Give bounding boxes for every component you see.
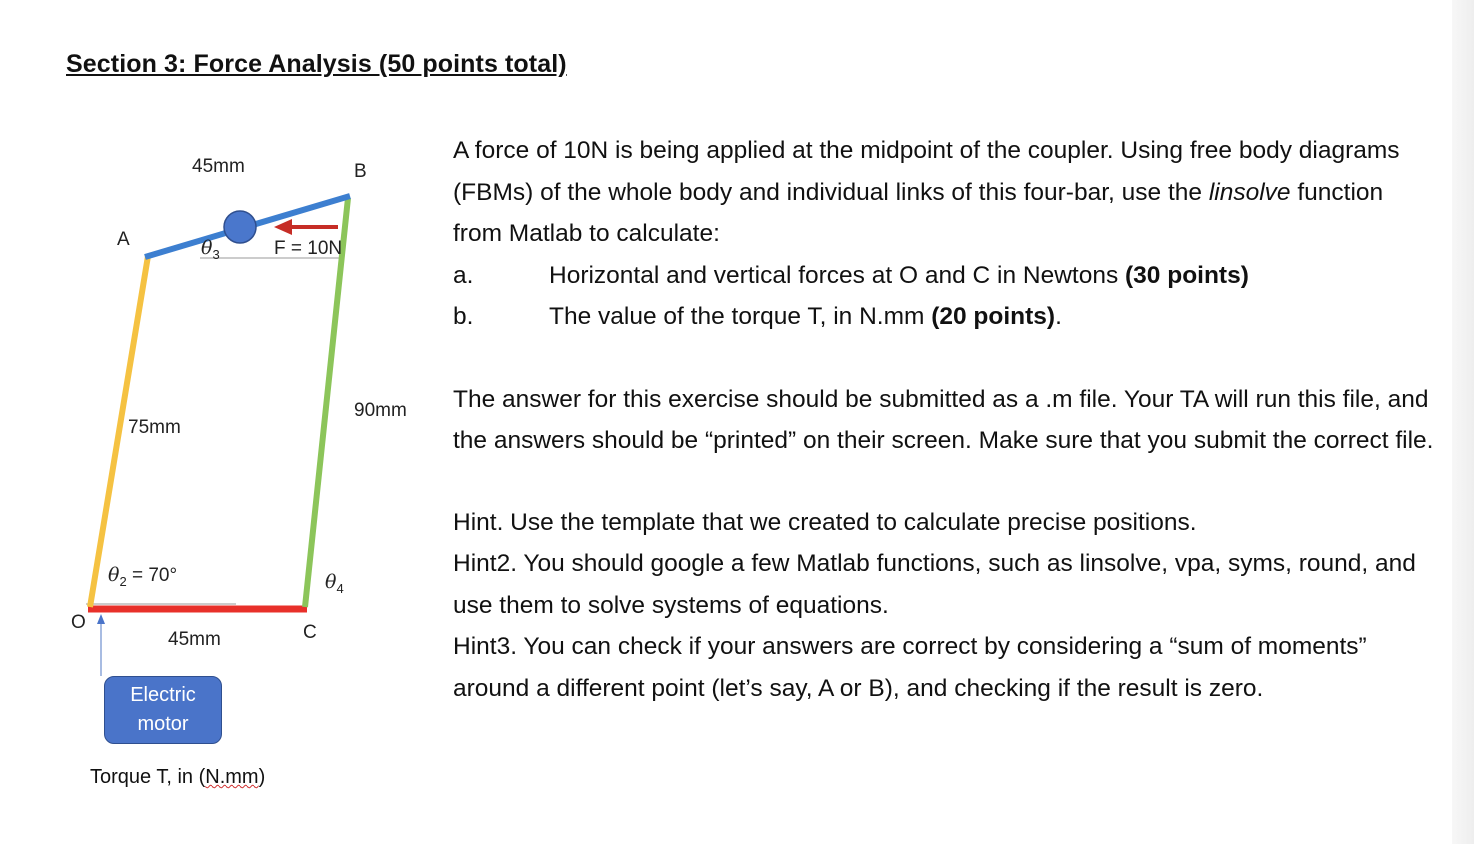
point-b-label: B — [354, 161, 367, 182]
motor-shaft-arrowhead — [97, 614, 105, 624]
list-marker: a. — [453, 261, 474, 289]
motor-label-line1: Electric — [130, 684, 196, 706]
problem-text — [453, 130, 1438, 709]
theta2-label: $\theta_2 = 70^\circ$ — [108, 564, 178, 589]
point-a-label: A — [117, 229, 130, 250]
torque-label: Torque T, in (N.mm) — [90, 766, 266, 788]
four-bar-diagram — [0, 0, 440, 844]
motor-label-line2: motor — [137, 713, 189, 735]
page-edge-shade — [1452, 0, 1474, 844]
force-label: F = 10N — [274, 238, 343, 259]
hint-paragraph: Hint3. You can check if your answers are correct by considering a “sum of moments” around a different point (let’s say, A or B), and checking if the result is zero. — [453, 633, 1367, 702]
point-o-label: O — [71, 612, 86, 633]
list-marker: b. — [453, 303, 474, 330]
coupler-length-label: 45mm — [192, 156, 245, 177]
theta4-label: $\theta_4$ — [325, 571, 344, 596]
force-arrowhead — [274, 219, 292, 235]
list-text: The value of the torque T, in N.mm (20 points). — [549, 303, 1062, 330]
theta3-label: $\theta_3$ — [201, 237, 220, 262]
section-title: Section 3: Force Analysis (50 points total) — [66, 50, 567, 78]
hint-paragraph: Hint2. You should google a few Matlab functions, such as linsolve, vpa, syms, round, and use them to solve systems of equations. — [453, 550, 1416, 619]
problem-intro: A force of 10N is being applied at the midpoint of the coupler. Using free body diagrams (FBMs) of the whole body and individual links of this four-bar, use the linsolve function from Matlab to calculate: — [453, 137, 1400, 247]
point-c-label: C — [303, 622, 317, 643]
coupler-midpoint-joint — [224, 211, 256, 243]
crank-length-label: 75mm — [128, 417, 181, 438]
list-item — [453, 296, 1438, 338]
submission-paragraph: The answer for this exercise should be submitted as a .m file. Your TA will run this file, and the answers should be “printed” on their screen. Make sure that you submit the correct file. — [453, 385, 1434, 454]
ground-length-label: 45mm — [168, 629, 221, 650]
hint-paragraph: Hint. Use the template that we created to calculate precise positions. — [453, 508, 1197, 536]
rocker-length-label: 90mm — [354, 400, 407, 421]
list-text: Horizontal and vertical forces at O and C in Newtons (30 points) — [549, 261, 1249, 289]
electric-motor-box — [104, 676, 222, 744]
list-item — [453, 255, 1438, 297]
